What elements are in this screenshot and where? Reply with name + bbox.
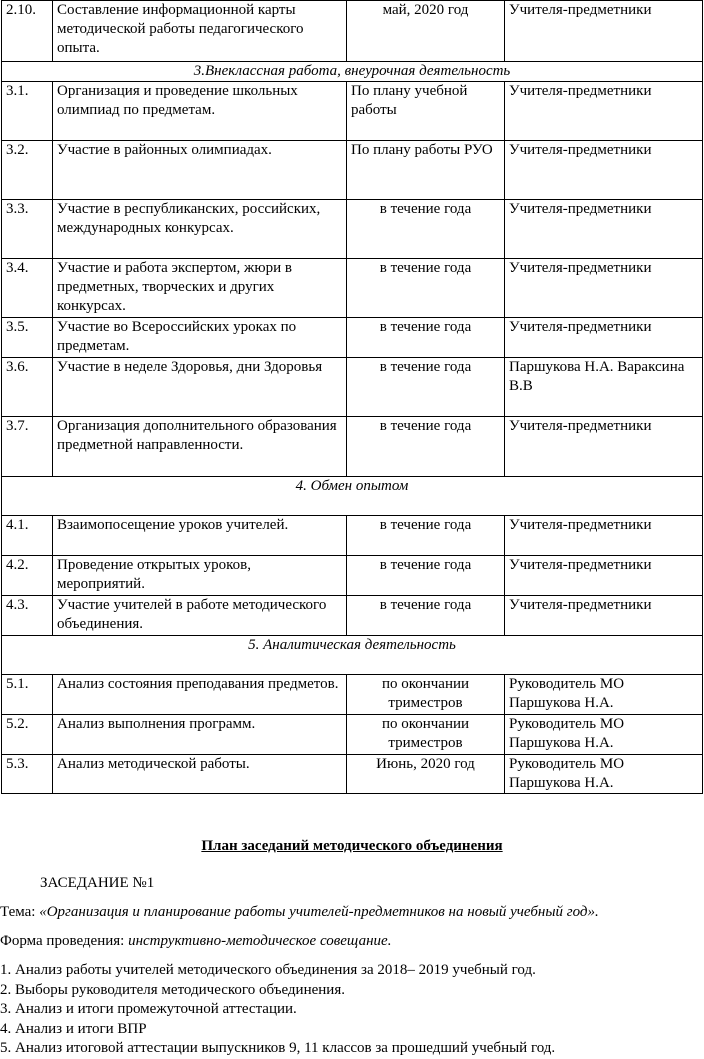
section-header: 5. Аналитическая деятельность bbox=[2, 636, 703, 675]
row-activity: Анализ состояния преподавания предметов. bbox=[53, 675, 347, 715]
row-activity: Взаимопосещение уроков учителей. bbox=[53, 516, 347, 556]
form-value: инструктивно-методическое совещание. bbox=[128, 933, 392, 949]
row-responsible: Учителя-предметники bbox=[505, 556, 703, 596]
row-number: 4.3. bbox=[2, 596, 53, 636]
table-row bbox=[2, 675, 703, 715]
row-activity: Анализ методической работы. bbox=[53, 755, 347, 794]
row-number: 3.3. bbox=[2, 200, 53, 259]
row-responsible: Руководитель МО Паршукова Н.А. bbox=[505, 675, 703, 715]
row-activity: Участие в республиканских, российских, международных конкурсах. bbox=[53, 200, 347, 259]
row-responsible: Руководитель МО Паршукова Н.А. bbox=[505, 715, 703, 755]
section-header: 4. Обмен опытом bbox=[2, 477, 703, 516]
agenda-item: 5. Анализ итоговой аттестации выпускников 9, 11 классов за прошедший учебный год. bbox=[0, 1040, 556, 1056]
row-date: По плану учебной работы bbox=[347, 82, 505, 141]
row-date: Июнь, 2020 год bbox=[347, 755, 505, 794]
row-responsible: Учителя-предметники bbox=[505, 141, 703, 200]
table-row bbox=[2, 596, 703, 636]
table-row bbox=[2, 141, 703, 200]
row-activity: Анализ выполнения программ. bbox=[53, 715, 347, 755]
row-number: 5.2. bbox=[2, 715, 53, 755]
row-number: 3.1. bbox=[2, 82, 53, 141]
row-number: 5.3. bbox=[2, 755, 53, 794]
table-row bbox=[2, 715, 703, 755]
section-header: 3.Внеклассная работа, внеурочная деятельность bbox=[2, 62, 703, 82]
meeting-number: ЗАСЕДАНИЕ №1 bbox=[40, 875, 155, 891]
meeting-agenda bbox=[0, 961, 555, 1059]
row-number: 3.2. bbox=[2, 141, 53, 200]
table-row bbox=[2, 556, 703, 596]
row-number: 5.1. bbox=[2, 675, 53, 715]
table-row bbox=[2, 516, 703, 556]
table-row bbox=[2, 1, 703, 62]
section-header-row bbox=[2, 636, 703, 675]
section-header-row bbox=[2, 62, 703, 82]
row-responsible: Руководитель МО Паршукова Н.А. bbox=[505, 755, 703, 794]
row-number: 4.2. bbox=[2, 556, 53, 596]
table-row bbox=[2, 82, 703, 141]
row-activity: Участие в районных олимпиадах. bbox=[53, 141, 347, 200]
agenda-item: 4. Анализ и итоги ВПР bbox=[0, 1020, 147, 1037]
row-activity: Участие и работа экспертом, жюри в предметных, творческих и других конкурсах. bbox=[53, 259, 347, 318]
row-date: по окончании триместров bbox=[347, 675, 505, 715]
plan-table-body bbox=[2, 1, 703, 794]
row-responsible: Паршукова Н.А. Вараксина В.В bbox=[505, 358, 703, 417]
row-activity: Проведение открытых уроков, мероприятий. bbox=[53, 556, 347, 596]
row-responsible: Учителя-предметники bbox=[505, 596, 703, 636]
topic-value: «Организация и планирование работы учителей-предметников на новый учебный год». bbox=[39, 904, 599, 920]
table-row bbox=[2, 755, 703, 794]
meeting-form bbox=[0, 932, 391, 951]
row-activity: Составление информационной карты методической работы педагогического опыта. bbox=[53, 1, 347, 62]
row-date: По плану работы РУО bbox=[347, 141, 505, 200]
row-date: май, 2020 год bbox=[347, 1, 505, 62]
row-responsible: Учителя-предметники bbox=[505, 259, 703, 318]
row-responsible: Учителя-предметники bbox=[505, 318, 703, 358]
row-responsible: Учителя-предметники bbox=[505, 1, 703, 62]
row-number: 3.5. bbox=[2, 318, 53, 358]
row-activity: Участие учителей в работе методического объединения. bbox=[53, 596, 347, 636]
row-number: 3.6. bbox=[2, 358, 53, 417]
row-date: в течение года bbox=[347, 516, 505, 556]
row-activity: Организация и проведение школьных олимпиад по предметам. bbox=[53, 82, 347, 141]
table-row bbox=[2, 200, 703, 259]
row-date: в течение года bbox=[347, 596, 505, 636]
row-date: в течение года bbox=[347, 318, 505, 358]
table-row bbox=[2, 318, 703, 358]
meeting-topic bbox=[0, 903, 599, 922]
row-responsible: Учителя-предметники bbox=[505, 417, 703, 477]
table-row bbox=[2, 358, 703, 417]
agenda-item: 2. Выборы руководителя методического объединения. bbox=[0, 981, 345, 998]
row-responsible: Учителя-предметники bbox=[505, 516, 703, 556]
row-date: в течение года bbox=[347, 358, 505, 417]
row-date: в течение года bbox=[347, 417, 505, 477]
meetings-plan-title: План заседаний методического объединения bbox=[201, 838, 503, 854]
topic-label: Тема: bbox=[0, 904, 40, 920]
row-activity: Участие во Всероссийских уроках по предметам. bbox=[53, 318, 347, 358]
table-row bbox=[2, 259, 703, 318]
row-responsible: Учителя-предметники bbox=[505, 200, 703, 259]
agenda-item: 3. Анализ и итоги промежуточной аттестации. bbox=[0, 1001, 297, 1017]
row-responsible: Учителя-предметники bbox=[505, 82, 703, 141]
row-number: 3.7. bbox=[2, 417, 53, 477]
row-number: 3.4. bbox=[2, 259, 53, 318]
row-number: 2.10. bbox=[2, 1, 53, 62]
row-date: в течение года bbox=[347, 556, 505, 596]
row-date: по окончании триместров bbox=[347, 715, 505, 755]
row-number: 4.1. bbox=[2, 516, 53, 556]
agenda-item: 1. Анализ работы учителей методического объединения за 2018– 2019 учебный год. bbox=[0, 962, 536, 978]
plan-table bbox=[1, 0, 703, 794]
table-row bbox=[2, 417, 703, 477]
row-activity: Организация дополнительного образования предметной направленности. bbox=[53, 417, 347, 477]
row-date: в течение года bbox=[347, 259, 505, 318]
form-label: Форма проведения: bbox=[0, 933, 129, 949]
section-header-row bbox=[2, 477, 703, 516]
row-activity: Участие в неделе Здоровья, дни Здоровья bbox=[53, 358, 347, 417]
row-date: в течение года bbox=[347, 200, 505, 259]
